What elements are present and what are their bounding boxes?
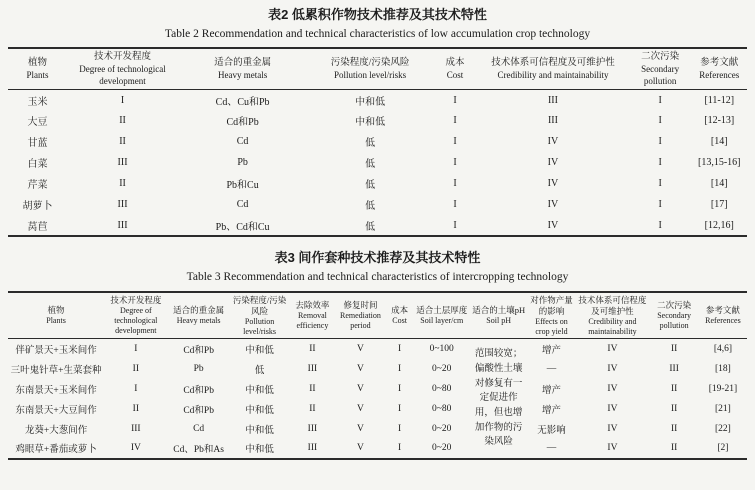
cell: II bbox=[670, 344, 678, 355]
col-header-references: 参考文献 References bbox=[692, 48, 747, 89]
cell: 中和低 bbox=[355, 96, 386, 108]
cell: I bbox=[453, 94, 457, 106]
cell: III bbox=[307, 443, 318, 454]
col-header-plants: 植物 Plants bbox=[8, 292, 104, 339]
cell: I bbox=[453, 178, 457, 190]
reference-cell: [14] bbox=[710, 178, 728, 190]
cell: IV bbox=[607, 363, 618, 374]
cell: Cd bbox=[236, 136, 249, 148]
cell: 无影响 bbox=[537, 425, 566, 436]
cell: IV bbox=[607, 423, 618, 434]
cell: V bbox=[357, 443, 364, 454]
cell: I bbox=[658, 199, 662, 211]
cell: I bbox=[398, 344, 402, 355]
reference-cell: [2] bbox=[717, 443, 729, 454]
reference-cell: [14] bbox=[710, 136, 728, 148]
cell: Pb bbox=[237, 157, 248, 169]
table-row bbox=[8, 152, 747, 173]
cell: 低 bbox=[365, 138, 376, 150]
cell: II bbox=[119, 178, 126, 190]
col-header-cost: 成本 Cost bbox=[386, 292, 414, 339]
cell: II bbox=[670, 443, 678, 454]
col-header-degree: 技术开发程度 Degree of technological development bbox=[67, 48, 178, 89]
cell: Pb、Cd和Cu bbox=[215, 221, 270, 233]
table3-title-en: Table 3 Recommendation and technical characteristics of intercropping technology bbox=[186, 270, 569, 283]
cell: II bbox=[309, 383, 316, 394]
plant-name: 玉米 bbox=[27, 96, 48, 108]
cell: 0~20 bbox=[432, 443, 452, 454]
col-header-soil-layer: 适合土层厚度 Soil layer/cm bbox=[414, 292, 470, 339]
col-header-credibility: 技术体系可信程度及可维护性 Credibility and maintainability bbox=[575, 292, 649, 339]
table3-section bbox=[8, 249, 747, 460]
col-header-pollution: 污染程度/污染风险 Pollution level/risks bbox=[307, 48, 433, 89]
plant-name: 鸡眼草+番茄或萝卜 bbox=[15, 445, 97, 456]
table-row bbox=[8, 110, 747, 131]
reference-cell: [18] bbox=[715, 363, 731, 374]
col-header-degree: 技术开发程度 Degree of technological development bbox=[104, 292, 168, 339]
soil-ph-note: 范围较宽；偏酸性土壤对修复有一定促进作用，但也增加作物的污染风险 bbox=[474, 349, 523, 448]
cell: II bbox=[132, 403, 139, 414]
cell: V bbox=[357, 383, 364, 394]
col-header-heavy-metals: 适合的重金属 Heavy metals bbox=[178, 48, 307, 89]
cell: I bbox=[398, 363, 402, 374]
cell: V bbox=[357, 423, 364, 434]
cell: Cd和Pb bbox=[183, 385, 214, 396]
cell: III bbox=[307, 363, 318, 374]
table-row bbox=[8, 399, 747, 419]
table3-title-zh: 表3 间作套种技术推荐及其技术特性 bbox=[274, 250, 481, 266]
cell: II bbox=[670, 423, 678, 434]
plant-name: 白菜 bbox=[27, 159, 48, 171]
cell: I bbox=[658, 136, 662, 148]
col-header-credibility: 技术体系可信程度及可维护性 Credibility and maintainability bbox=[477, 48, 628, 89]
cell: I bbox=[658, 219, 662, 231]
col-header-cost: 成本 Cost bbox=[433, 48, 477, 89]
plant-name: 东南景天+大豆间作 bbox=[15, 405, 97, 416]
cell: 中和低 bbox=[355, 117, 386, 129]
cell: 0~20 bbox=[432, 363, 452, 374]
table3-header-row bbox=[8, 292, 747, 339]
plant-name: 龙葵+大葱间作 bbox=[24, 425, 88, 436]
plant-name: 芹菜 bbox=[27, 180, 48, 192]
col-header-references: 参考文献 References bbox=[699, 292, 747, 339]
cell: — bbox=[546, 443, 557, 454]
cell: IV bbox=[547, 136, 559, 148]
plant-name: 甘蓝 bbox=[27, 138, 48, 150]
cell: I bbox=[658, 115, 662, 127]
cell: Cd和Pb bbox=[226, 117, 259, 129]
cell: Cd和Pb bbox=[183, 346, 214, 357]
table2-title-zh: 表2 低累积作物技术推荐及其技术特性 bbox=[268, 7, 487, 22]
col-header-remediation-period: 修复时间 Remediation period bbox=[335, 292, 385, 339]
cell: 中和低 bbox=[245, 405, 274, 416]
reference-cell: [22] bbox=[715, 423, 731, 434]
col-header-crop-yield-effects: 对作物产量的影响 Effects on crop yield bbox=[527, 292, 575, 339]
cell: III bbox=[131, 423, 141, 434]
plant-name: 东南景天+玉米间作 bbox=[15, 385, 97, 396]
table-row bbox=[8, 439, 747, 459]
cell: II bbox=[309, 403, 316, 414]
cell: IV bbox=[547, 219, 559, 231]
cell: II bbox=[309, 344, 316, 355]
cell: 低 bbox=[365, 159, 376, 171]
cell: 增产 bbox=[541, 405, 561, 416]
cell: 中和低 bbox=[245, 445, 274, 456]
reference-cell: [17] bbox=[710, 199, 728, 211]
cell: 0~80 bbox=[432, 383, 452, 394]
cell: 低 bbox=[365, 180, 376, 192]
cell: IV bbox=[607, 344, 618, 355]
cell: I bbox=[453, 136, 457, 148]
cell: 中和低 bbox=[245, 346, 274, 357]
cell: V bbox=[357, 403, 364, 414]
cell: 增产 bbox=[541, 385, 561, 396]
cell: III bbox=[669, 363, 679, 374]
cell: Cd、Cu和Pb bbox=[215, 96, 270, 108]
cell: II bbox=[670, 383, 678, 394]
cell: Cd、Pb和As bbox=[173, 445, 224, 456]
reference-cell: [19-21] bbox=[708, 383, 738, 394]
cell: 增产 bbox=[541, 346, 561, 357]
table-row bbox=[8, 173, 747, 194]
cell: I bbox=[398, 443, 402, 454]
table-row bbox=[8, 89, 747, 110]
reference-cell: [12,16] bbox=[704, 219, 734, 231]
col-header-removal-efficiency: 去除效率 Removal efficiency bbox=[290, 292, 336, 339]
cell: II bbox=[132, 363, 139, 374]
table-row bbox=[8, 194, 747, 215]
cell: Pb bbox=[193, 363, 204, 374]
cell: Cd和Pb bbox=[183, 405, 214, 416]
plant-name: 三叶鬼针草+生菜套种 bbox=[10, 365, 102, 376]
cell: Cd bbox=[193, 423, 205, 434]
cell: IV bbox=[547, 199, 559, 211]
cell: III bbox=[117, 199, 128, 211]
table2-header-row bbox=[8, 48, 747, 89]
cell: 低 bbox=[365, 221, 376, 233]
reference-cell: [21] bbox=[715, 403, 731, 414]
cell: III bbox=[547, 94, 558, 106]
cell: 0~20 bbox=[432, 423, 452, 434]
cell: I bbox=[398, 403, 402, 414]
reference-cell: [12-13] bbox=[704, 115, 735, 127]
reference-cell: [4,6] bbox=[713, 344, 733, 355]
plant-name: 胡萝卜 bbox=[22, 201, 53, 213]
cell: IV bbox=[547, 157, 559, 169]
col-header-secondary-pollution: 二次污染 Secondary pollution bbox=[629, 48, 692, 89]
cell: 低 bbox=[254, 365, 265, 376]
cell: III bbox=[307, 423, 318, 434]
cell: IV bbox=[607, 443, 618, 454]
cell: V bbox=[357, 363, 364, 374]
cell: 中和低 bbox=[245, 385, 274, 396]
table2-title-en: Table 2 Recommendation and technical characteristics of low accumulation crop technology bbox=[164, 27, 591, 40]
cell: IV bbox=[607, 403, 618, 414]
table3 bbox=[8, 291, 747, 460]
cell: II bbox=[670, 403, 678, 414]
cell: III bbox=[547, 115, 558, 127]
table-row bbox=[8, 215, 747, 236]
reference-cell: [11-12] bbox=[704, 94, 735, 106]
cell: — bbox=[546, 363, 557, 374]
cell: 0~100 bbox=[429, 344, 454, 355]
cell: I bbox=[120, 94, 125, 106]
plant-name: 莴苣 bbox=[27, 221, 48, 233]
plant-name: 大豆 bbox=[27, 117, 48, 129]
cell: I bbox=[658, 178, 662, 190]
cell: I bbox=[658, 94, 662, 106]
table-row bbox=[8, 339, 747, 359]
table-row bbox=[8, 419, 747, 439]
col-header-plants: 植物 Plants bbox=[8, 48, 67, 89]
cell: I bbox=[398, 383, 402, 394]
table2 bbox=[8, 47, 747, 237]
cell: II bbox=[119, 136, 126, 148]
table-row bbox=[8, 379, 747, 399]
cell: I bbox=[453, 157, 457, 169]
cell: I bbox=[398, 423, 402, 434]
cell: V bbox=[357, 344, 364, 355]
cell: Cd bbox=[236, 199, 249, 211]
cell: 0~80 bbox=[432, 403, 452, 414]
cell: III bbox=[117, 219, 128, 231]
cell: II bbox=[119, 115, 126, 127]
cell: 低 bbox=[365, 201, 376, 213]
cell: I bbox=[134, 344, 138, 355]
table-row bbox=[8, 131, 747, 152]
reference-cell: [13,15-16] bbox=[698, 157, 741, 169]
cell: IV bbox=[607, 383, 618, 394]
col-header-heavy-metals: 适合的重金属 Heavy metals bbox=[168, 292, 230, 339]
col-header-soil-ph: 适合的土壤pH Soil pH bbox=[470, 292, 528, 339]
table-row bbox=[8, 359, 747, 379]
cell: III bbox=[117, 157, 128, 169]
plant-name: 伴矿景天+玉米间作 bbox=[15, 346, 97, 357]
cell: I bbox=[658, 157, 662, 169]
col-header-pollution: 污染程度/污染风险 Pollution level/risks bbox=[230, 292, 290, 339]
cell: IV bbox=[547, 178, 559, 190]
cell: I bbox=[453, 199, 457, 211]
cell: I bbox=[453, 115, 457, 127]
cell: IV bbox=[130, 443, 141, 454]
col-header-secondary-pollution: 二次污染 Secondary pollution bbox=[649, 292, 699, 339]
cell: Pb和Cu bbox=[226, 180, 259, 192]
cell: I bbox=[453, 219, 457, 231]
cell: I bbox=[134, 383, 138, 394]
table2-section bbox=[8, 6, 747, 237]
cell: 中和低 bbox=[245, 425, 274, 436]
